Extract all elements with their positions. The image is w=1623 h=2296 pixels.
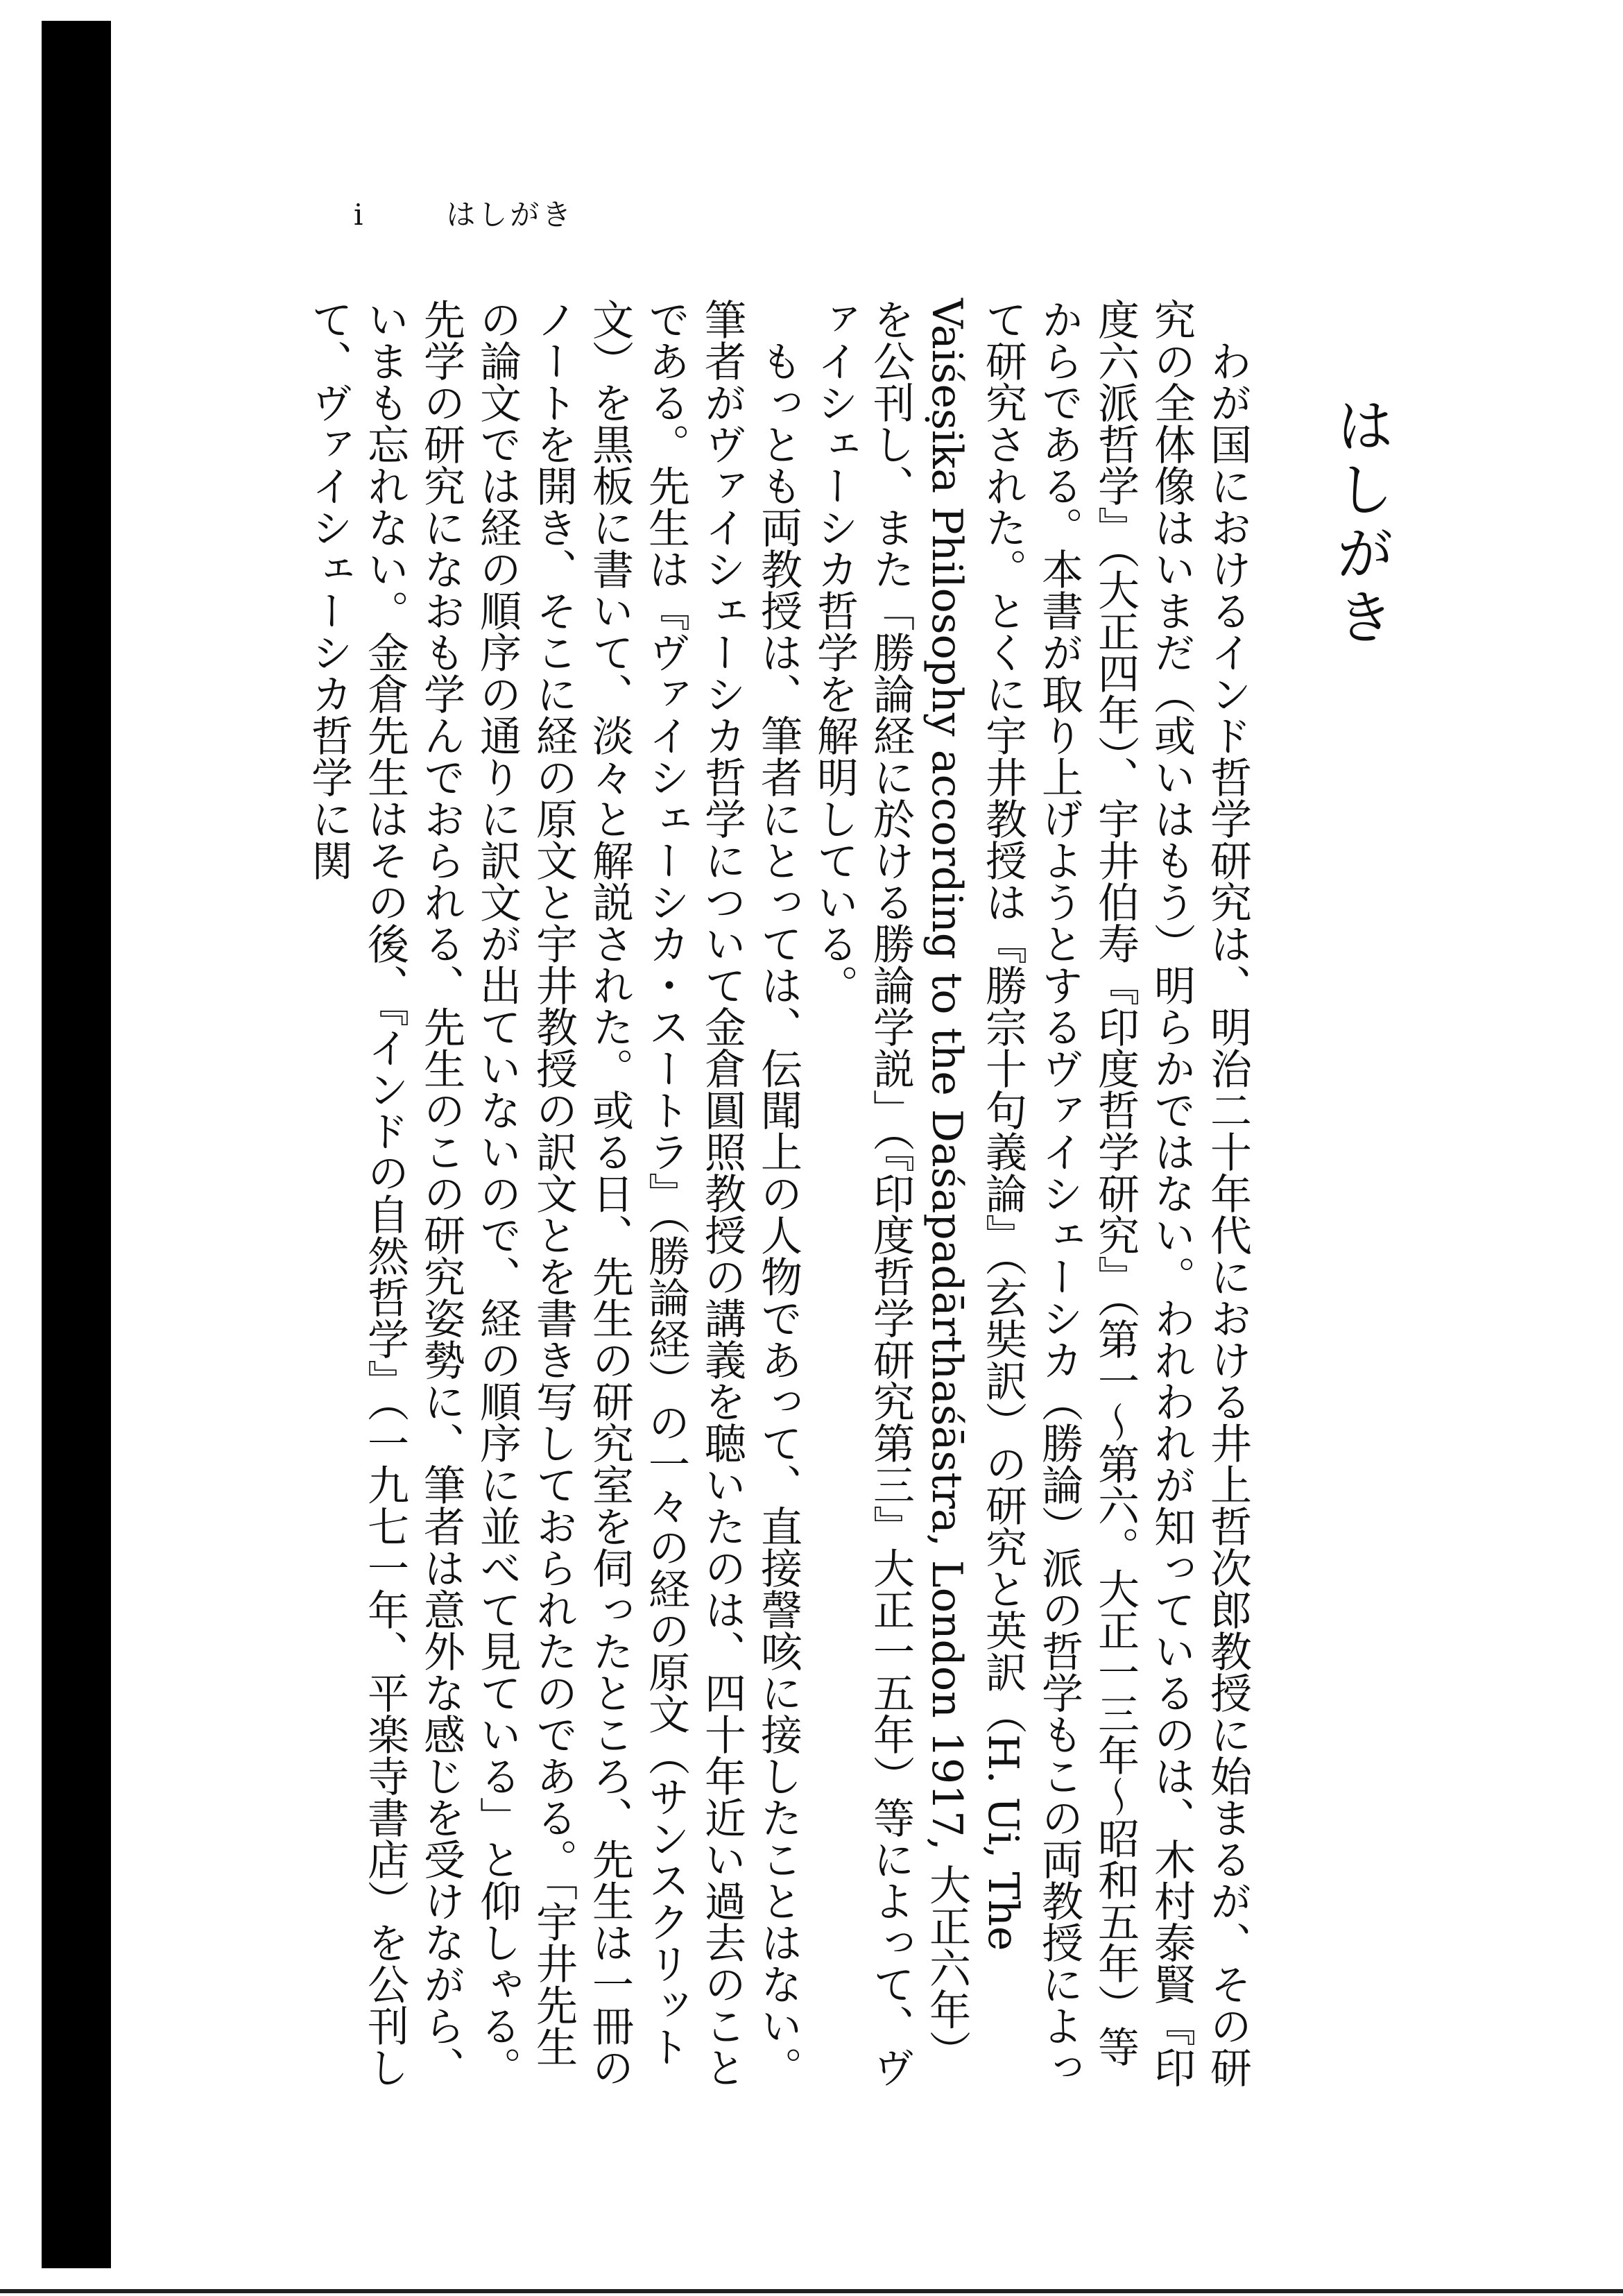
paragraph: わが国におけるインド哲学研究は、明治二十年代における井上哲次郎教授に始まるが、その研究の全体像はいまだ（或いはもう）明らかではない。われわれが知っているのは、木村泰賢『印度六派哲学』（大正四年）、宇井伯寿『印度哲学研究』（第一～第六。大正一三年～昭和五年）等からである。本書が取り上げようとするヴァイシェーシカ（勝論）派の哲学もこの両教授によって研究された。とくに宇井教授は『勝宗十句義論』（玄奘訳）の研究と英訳（H. Ui, The Vaiśeṣika Philosophy according to the Daśapadārthaśāstra, London 1917, 大正六年）を公刊し、また「勝論経に於ける勝論学説」（『印度哲学研究第三』大正一五年）等によって、ヴァイシェーシカ哲学を解明している。 (810, 298, 1252, 2088)
running-head: はしがき (446, 198, 574, 232)
body-text (304, 298, 1255, 2102)
page-header (354, 194, 645, 236)
chapter-title: はしがき (1327, 395, 1395, 651)
page-number: i (354, 198, 363, 232)
scan-edge-shadow (42, 21, 111, 2268)
paragraph: もっとも両教授は、筆者にとっては、伝聞上の人物であって、直接謦咳に接したことはない。筆者がヴァイシェーシカ哲学について金倉圓照教授の講義を聴いたのは、四十年近い過去のことである。先生は『ヴァイシェーシカ・スートラ』（勝論経）の一々の経の原文（サンスクリット文）を黒板に書いて、淡々と解説された。或る日、先生の研究室を伺ったところ、先生は一冊のノートを開き、そこに経の原文と宇井教授の訳文とを書き写しておられたのである。「宇井先生の論文では経の順序の通りに訳文が出ていないので、経の順序に並べて見ている」と仰しゃる。先学の研究になおも学んでおられる、先生のこの研究姿勢に、筆者は意外な感じを受けながら、いまも忘れない。金倉先生はその後、『インドの自然哲学』（一九七一年、平楽寺書店）を公刊して、ヴァイシェーシカ哲学に関 (304, 298, 802, 2088)
scan-bottom-edge (0, 2289, 1623, 2293)
